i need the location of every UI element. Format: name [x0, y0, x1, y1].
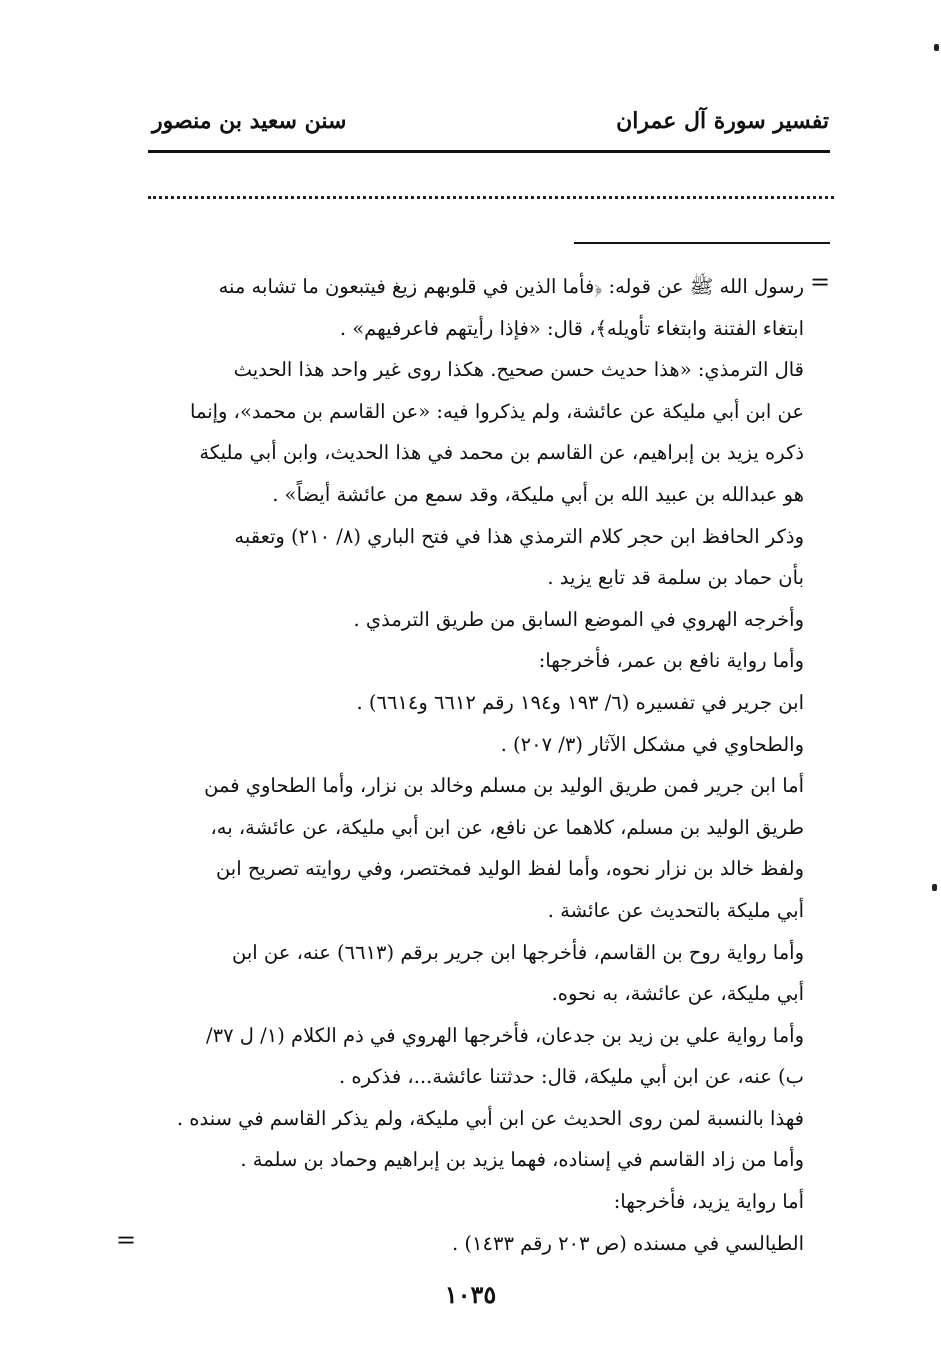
text-line: ذكره يزيد بن إبراهيم، عن القاسم بن محمد في هذا الحديث، وابن أبي مليكة	[199, 441, 804, 465]
running-head-surah: تفسير سورة آل عمران	[616, 108, 829, 134]
text-line: وذكر الحافظ ابن حجر كلام الترمذي هذا في فتح الباري (٨/ ٢١٠) وتعقبه	[234, 524, 804, 548]
text-line: ابتغاء الفتنة وابتغاء تأويله﴾، قال: «فإذا رأيتهم فاعرفيهم» .	[339, 316, 804, 340]
running-head-book: سنن سعيد بن منصور	[152, 108, 347, 134]
text-line: وأخرجه الهروي في الموضع السابق من طريق الترمذي .	[353, 607, 804, 631]
text-line: أبي مليكة، عن عائشة، به نحوه.	[551, 982, 804, 1006]
text-line: أبي مليكة بالتحديث عن عائشة .	[547, 898, 804, 922]
footnote-body	[136, 266, 804, 1264]
text-line: ولفظ خالد بن نزار نحوه، وأما لفظ الوليد فمختصر، وفي روايته تصريح ابن	[215, 857, 804, 881]
text-line: وأما رواية روح بن القاسم، فأخرجها ابن جرير برقم (٦٦١٣) عنه، عن ابن	[232, 940, 804, 964]
scan-speck	[932, 884, 937, 891]
page-number: ١٠٣٥	[444, 1280, 497, 1309]
text-line: عن ابن أبي مليكة عن عائشة، ولم يذكروا فيه: «عن القاسم بن محمد»، وإنما	[190, 399, 804, 423]
text-line: فهذا بالنسبة لمن روى الحديث عن ابن أبي مليكة، ولم يذكر القاسم في سنده .	[176, 1106, 804, 1130]
text-line: ابن جرير في تفسيره (٦/ ١٩٣ و١٩٤ رقم ٦٦١٢ و٦٦١٤) .	[356, 690, 804, 714]
text-line: قال الترمذي: «هذا حديث حسن صحيح. هكذا روى غير واحد هذا الحديث	[233, 358, 804, 382]
text-line: وأما من زاد القاسم في إسناده، فهما يزيد بن إبراهيم وحماد بن سلمة .	[240, 1148, 804, 1172]
text-line: ب) عنه، عن ابن أبي مليكة، قال: حدثتنا عائشة...، فذكره .	[339, 1065, 804, 1089]
continuation-mark-bottom: =	[116, 1226, 137, 1254]
text-line: هو عبدالله بن عبيد الله بن أبي مليكة، وقد سمع من عائشة أيضاً» .	[272, 482, 804, 506]
text-line: بأن حماد بن سلمة قد تابع يزيد .	[547, 566, 804, 590]
text-line: الطيالسي في مسنده (ص ٢٠٣ رقم ١٤٣٣) .	[452, 1231, 804, 1255]
continuation-mark-top: =	[810, 268, 831, 296]
text-line: وأما رواية علي بن زيد بن جدعان، فأخرجها الهروي في ذم الكلام (١/ ل ٣٧/	[206, 1023, 804, 1047]
scan-speck	[934, 44, 939, 51]
dotted-separator	[148, 196, 834, 199]
text-line: والطحاوي في مشكل الآثار (٣/ ٢٠٧) .	[500, 732, 804, 756]
text-line: طريق الوليد بن مسلم، كلاهما عن نافع، عن ابن أبي مليكة، عن عائشة، به،	[210, 815, 804, 839]
text-line: أما رواية يزيد، فأخرجها:	[613, 1190, 804, 1214]
text-line: رسول الله ﷺ عن قوله: ﴿فأما الذين في قلوبهم زيغ فيتبعون ما تشابه منه	[218, 275, 804, 298]
footnote-rule	[574, 242, 830, 244]
header-rule	[148, 150, 830, 153]
text-line: أما ابن جرير فمن طريق الوليد بن مسلم وخالد بن نزار، وأما الطحاوي فمن	[204, 774, 804, 798]
text-line: وأما رواية نافع بن عمر، فأخرجها:	[538, 649, 804, 673]
